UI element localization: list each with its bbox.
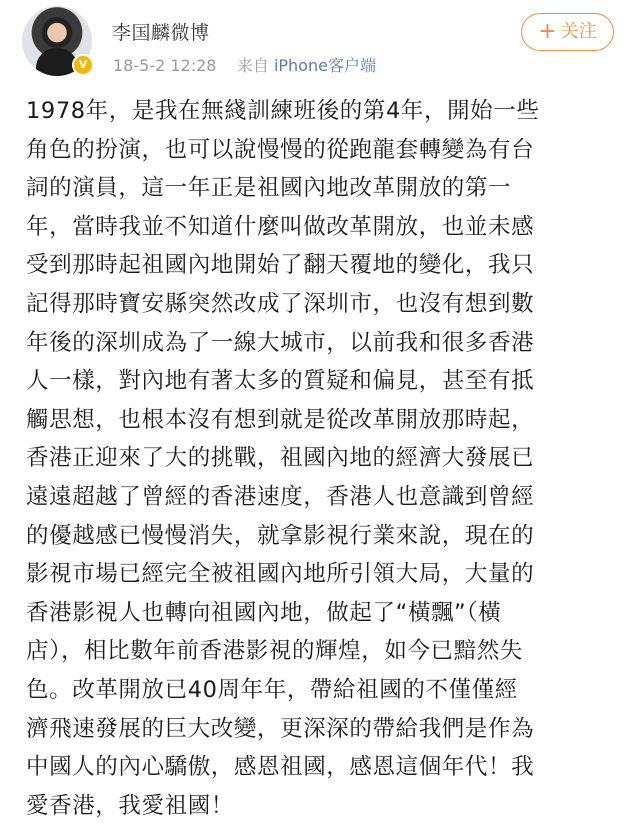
follow-label: 关注 — [560, 21, 597, 42]
username[interactable]: 李国麟微博 — [112, 22, 210, 44]
post-body — [26, 92, 622, 825]
post-line: 角色的扮演，也可以說慢慢的從跑龍套轉變為有台 — [26, 136, 535, 163]
follow-button[interactable] — [521, 13, 614, 51]
post-source-link[interactable]: iPhone客户端 — [273, 56, 376, 75]
source-prefix: 来自 — [236, 56, 269, 75]
verified-badge-icon: V — [72, 54, 94, 76]
post-line: 的優越感已慢慢消失，就拿影視行業來說，現在的 — [26, 522, 535, 549]
post-line: 詞的演員，這一年正是祖國內地改革開放的第一 — [26, 175, 512, 202]
post-line: 觸思想，也根本沒有想到就是從改革開放那時起， — [26, 406, 535, 433]
post-line: 中國人的內心驕傲，感恩祖國，感恩這個年代！我 — [26, 754, 535, 781]
post-line: 店），相比數年前香港影視的輝煌，如今已黯然失 — [26, 638, 523, 665]
post-line: 1978年，是我在無綫訓練班後的第4年，開始一些 — [26, 98, 540, 124]
post-line: 香港正迎來了大的挑戰，祖國內地的經濟大發展已 — [26, 445, 535, 472]
post-line: 年後的深圳成為了一線大城市，以前我和很多香港 — [26, 329, 535, 356]
plus-icon: + — [538, 19, 557, 44]
post-line: 記得那時寶安縣突然改成了深圳市，也沒有想到數 — [26, 290, 535, 317]
post-line: 年，當時我並不知道什麼叫做改革開放，也並未感 — [26, 213, 535, 240]
post-date: 18-5-2 12:28 — [113, 56, 217, 75]
post-header — [0, 0, 640, 84]
post-line: 濟飛速發展的巨大改變，更深深的帶給我們是作為 — [26, 715, 535, 742]
post-line: 受到那時起祖國內地開始了翻天覆地的變化，我只 — [26, 252, 535, 279]
post-line: 人一樣，對內地有著太多的質疑和偏見，甚至有抵 — [26, 368, 535, 395]
post-line: 遠遠超越了曾經的香港速度，香港人也意識到曾經 — [26, 483, 535, 510]
post-meta — [113, 53, 376, 76]
post-line: 影視市場已經完全被祖國內地所引領大局，大量的 — [26, 561, 535, 588]
post-line: 香港影視人也轉向祖國內地，做起了“橫飄”（橫 — [26, 599, 502, 626]
post-line: 愛香港，我愛祖國！ — [26, 792, 234, 819]
post-line: 色。改革開放已40周年年，帶給祖國的不僅僅經 — [26, 676, 518, 703]
